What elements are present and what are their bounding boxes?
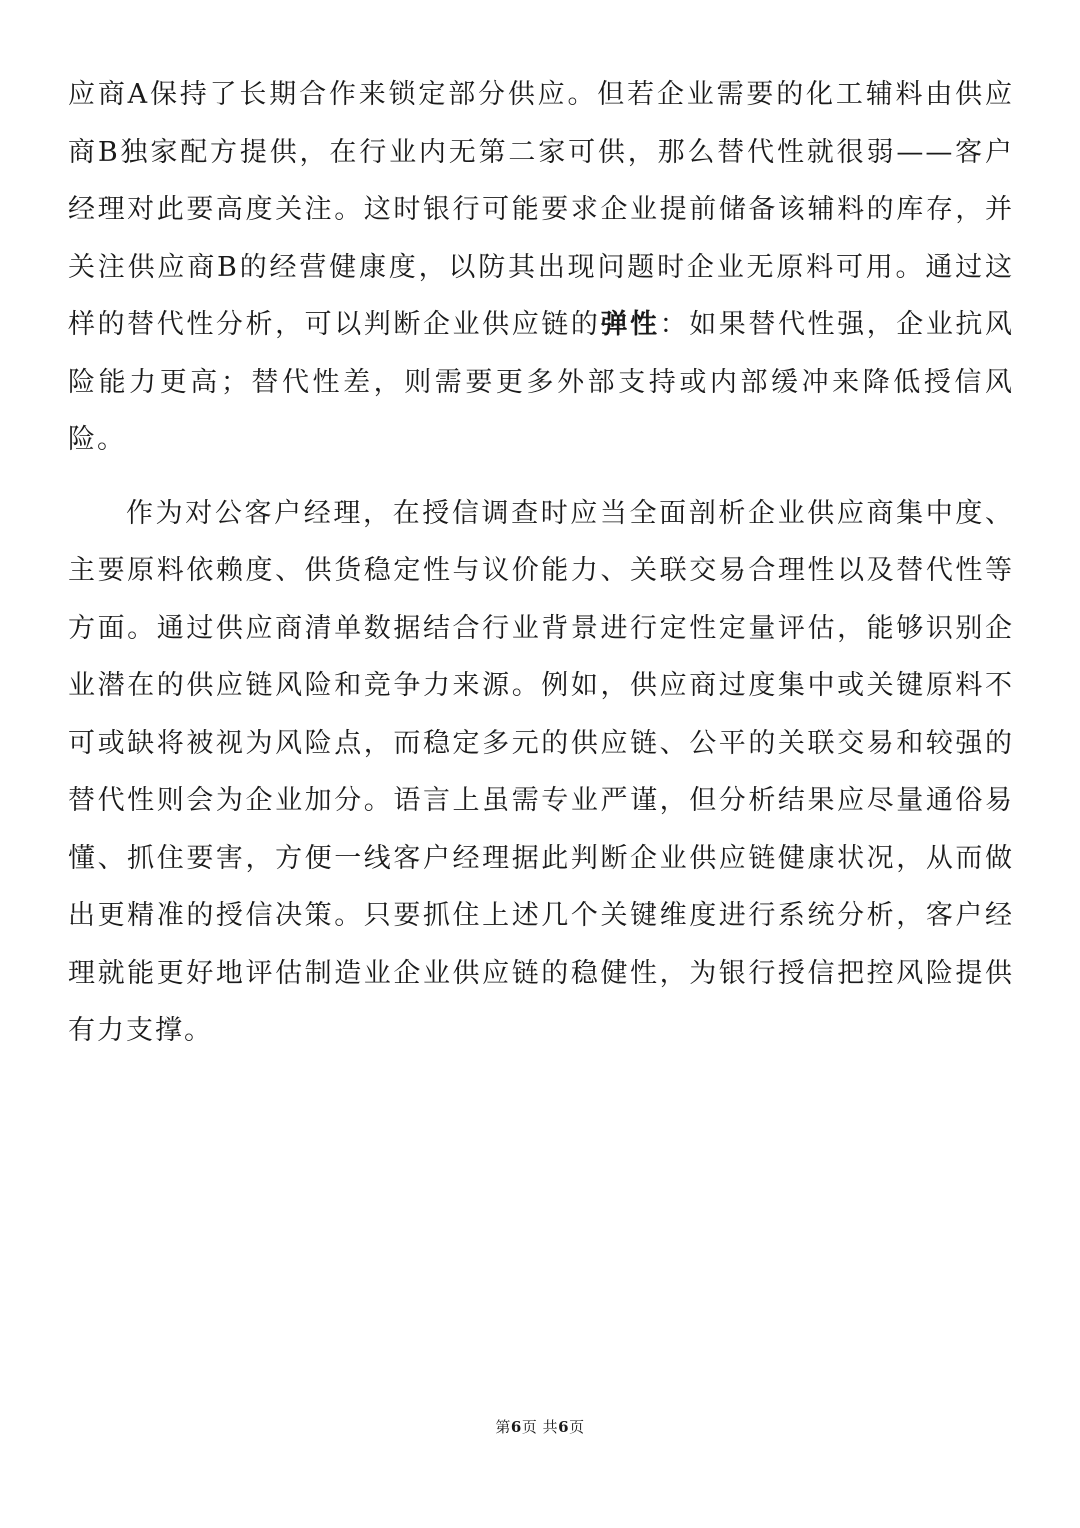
footer-prefix: 第 — [495, 1418, 511, 1436]
footer-middle: 页 共 — [521, 1418, 559, 1436]
paragraph-2: 作为对公客户经理，在授信调查时应当全面剖析企业供应商集中度、主要原料依赖度、供货稳定性与议价能力、关联交易合理性以及替代性等方面。通过供应商清单数据结合行业背景进行定性定量评估，能够识别企业潜在的供应链风险和竞争力来源。例如，供应商过度集中或关键原料不可或缺将被视为风险点，而稳定多元的供应链、公平的关联交易和较强的替代性则会为企业加分。语言上虽需专业严谨，但分析结果应尽量通俗易懂、抓住要害，方便一线客户经理据此判断企业供应链健康状况，从而做出更精准的授信决策。只要抓住上述几个关键维度进行系统分析，客户经理就能更好地评估制造业企业供应链的稳健性，为银行授信把控风险提供有力支撑。 — [68, 497, 1014, 1046]
paragraph-1 — [68, 66, 1014, 469]
footer-total-pages: 6 — [558, 1418, 570, 1436]
page-footer — [0, 1416, 1080, 1437]
paragraph-1-text-end: ：如果替代性强，企业抗风险能力更高；替代性差，则需要更多外部支持或内部缓冲来降低授信风险。 — [68, 309, 1015, 455]
paragraph-1-text-start: 应商A保持了长期合作来锁定部分供应。但若企业需要的化工辅料由供应商B独家配方提供，在行业内无第二家可供，那么替代性就很弱——客户经理对此要高度关注。这时银行可能要求企业提前储备该辅料的库存，并关注供应商B的经营健康度，以防其出现问题时企业无原料可用。通过这样的替代性分析，可以判断企业供应链的 — [68, 79, 1014, 340]
paragraph-1-bold-term: 弹性 — [600, 309, 660, 340]
footer-current-page: 6 — [510, 1418, 522, 1436]
document-body — [68, 66, 1014, 1060]
footer-suffix: 页 — [569, 1418, 585, 1436]
